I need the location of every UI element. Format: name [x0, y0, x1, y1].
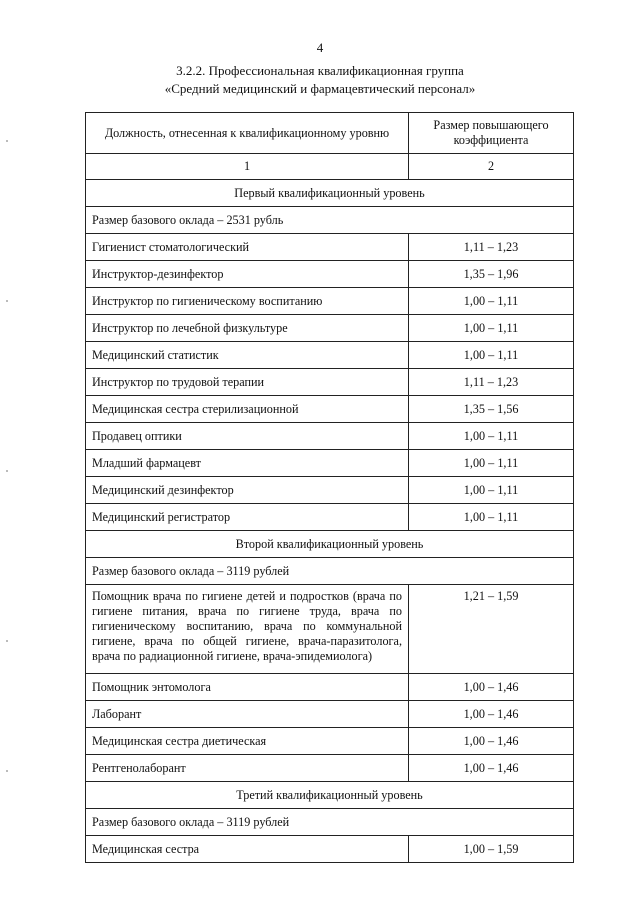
coefficient-value: 1,35 – 1,96 — [409, 261, 574, 288]
position-name: Гигиенист стоматологический — [86, 234, 409, 261]
coefficient-value: 1,11 – 1,23 — [409, 369, 574, 396]
position-name: Медицинская сестра диетическая — [86, 728, 409, 755]
coefficient-value: 1,00 – 1,11 — [409, 477, 574, 504]
table-row — [86, 585, 574, 674]
position-name: Лаборант — [86, 701, 409, 728]
level-title: Второй квалификационный уровень — [86, 531, 574, 558]
table-row — [86, 477, 574, 504]
coefficient-value: 1,35 – 1,56 — [409, 396, 574, 423]
heading-line-1: 3.2.2. Профессиональная квалификационная группа — [176, 63, 464, 78]
base-salary-row — [86, 207, 574, 234]
table-row — [86, 728, 574, 755]
level-title-row — [86, 782, 574, 809]
coefficient-value: 1,00 – 1,11 — [409, 423, 574, 450]
table-row — [86, 450, 574, 477]
table-row — [86, 261, 574, 288]
level-title-row — [86, 180, 574, 207]
position-name: Помощник энтомолога — [86, 674, 409, 701]
position-name: Младший фармацевт — [86, 450, 409, 477]
scan-speck — [6, 300, 8, 302]
section-heading — [0, 62, 640, 98]
header-position: Должность, отнесенная к квалификационному уровню — [86, 113, 409, 154]
table-row — [86, 342, 574, 369]
coefficient-value: 1,00 – 1,11 — [409, 288, 574, 315]
table-row — [86, 396, 574, 423]
table-row — [86, 836, 574, 863]
coefficient-value: 1,11 – 1,23 — [409, 234, 574, 261]
position-name: Помощник врача по гигиене детей и подростков (врача по гигиене питания, врача по гигиене труда, врача по гигиеническому воспитанию, врача по коммунальной гигиене, врача по общей гигиене, врача-паразитолога, врача по радиационной гигиене, врача-эпидемиолога) — [86, 585, 409, 674]
position-name: Медицинский статистик — [86, 342, 409, 369]
coefficient-table — [85, 112, 574, 863]
table-row — [86, 234, 574, 261]
coefficient-value: 1,00 – 1,11 — [409, 315, 574, 342]
coefficient-value: 1,00 – 1,46 — [409, 755, 574, 782]
heading-line-2: «Средний медицинский и фармацевтический персонал» — [164, 81, 476, 96]
table-row — [86, 504, 574, 531]
table-row — [86, 701, 574, 728]
coefficient-value: 1,21 – 1,59 — [409, 585, 574, 674]
level-title-row — [86, 531, 574, 558]
table-row — [86, 369, 574, 396]
table-row — [86, 755, 574, 782]
scan-speck — [6, 640, 8, 642]
position-name: Инструктор по гигиеническому воспитанию — [86, 288, 409, 315]
position-name: Медицинский регистратор — [86, 504, 409, 531]
position-name: Продавец оптики — [86, 423, 409, 450]
base-salary: Размер базового оклада – 3119 рублей — [86, 558, 574, 585]
position-name: Медицинский дезинфектор — [86, 477, 409, 504]
table-row — [86, 315, 574, 342]
position-name: Медицинская сестра — [86, 836, 409, 863]
scan-speck — [6, 770, 8, 772]
coefficient-value: 1,00 – 1,59 — [409, 836, 574, 863]
level-title: Третий квалификационный уровень — [86, 782, 574, 809]
column-number-1: 1 — [86, 154, 409, 180]
position-name: Инструктор по трудовой терапии — [86, 369, 409, 396]
coefficient-value: 1,00 – 1,11 — [409, 450, 574, 477]
table-row — [86, 674, 574, 701]
coefficient-value: 1,00 – 1,11 — [409, 342, 574, 369]
coefficient-value: 1,00 – 1,11 — [409, 504, 574, 531]
coefficient-value: 1,00 – 1,46 — [409, 674, 574, 701]
base-salary-row — [86, 809, 574, 836]
page-number: 4 — [316, 40, 324, 55]
level-title: Первый квалификационный уровень — [86, 180, 574, 207]
coefficient-value: 1,00 – 1,46 — [409, 728, 574, 755]
position-name: Медицинская сестра стерилизационной — [86, 396, 409, 423]
column-number-row — [86, 154, 574, 180]
position-name: Рентгенолаборант — [86, 755, 409, 782]
table-row — [86, 288, 574, 315]
table-header-row — [86, 113, 574, 154]
position-name: Инструктор-дезинфектор — [86, 261, 409, 288]
column-number-2: 2 — [409, 154, 574, 180]
base-salary: Размер базового оклада – 3119 рублей — [86, 809, 574, 836]
table-row — [86, 423, 574, 450]
coefficient-value: 1,00 – 1,46 — [409, 701, 574, 728]
scan-speck — [6, 470, 8, 472]
header-coefficient: Размер повышающего коэффициента — [409, 113, 574, 154]
base-salary-row — [86, 558, 574, 585]
position-name: Инструктор по лечебной физкультуре — [86, 315, 409, 342]
scan-speck — [6, 140, 8, 142]
base-salary: Размер базового оклада – 2531 рубль — [86, 207, 574, 234]
